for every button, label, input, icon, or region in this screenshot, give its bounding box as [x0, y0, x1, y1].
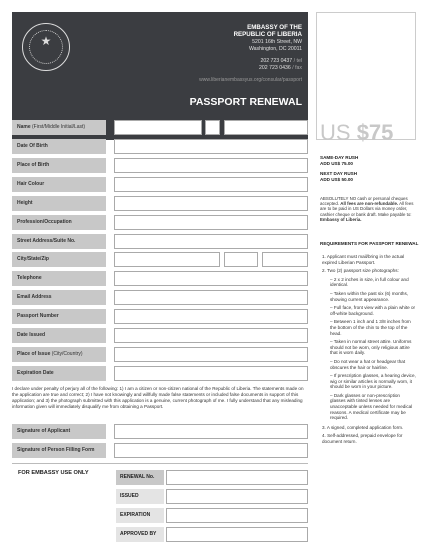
photo-requirement: – Do not wear a hat or headgear that obscures the hair or hairline. [330, 358, 406, 370]
tel-number: 202 723 0437 [260, 58, 293, 64]
field-label-place-of-issue: Place of Issue (City/Country) [12, 347, 106, 362]
requirement-item: 1. Applicant must mail/bring in the actual expired Liberian Passport. [322, 254, 405, 265]
requirements-title: REQUIREMENTS FOR PASSPORT RENEWAL [320, 241, 419, 246]
payment-note: ABSOLUTELY NO cash or personal cheques accepted. All fees are non-refundable. All fees are to be paid in US Dollars via money order, cashier cheque or bank draft. Make payable to: Embassy of Liberia. [320, 196, 414, 222]
field-label-height: Height [12, 196, 106, 211]
field-label-profession: Profession/Occupation [12, 215, 106, 230]
requirement-item: 2. Two (2) passport size photographs: [322, 268, 399, 274]
address-line2: Washington, DC 20011 [248, 46, 302, 52]
date-issued-input[interactable] [114, 328, 308, 343]
state-input[interactable] [224, 252, 258, 267]
field-label-email: Email Address [12, 290, 106, 305]
form-title: PASSPORT RENEWAL [189, 96, 302, 108]
field-label-dob: Date Of Birth [12, 139, 106, 154]
fee-amount: US $75 [320, 120, 394, 145]
passport-number-input[interactable] [114, 309, 308, 324]
photo-requirement: – Between 1 inch and 1 3/8 inches from the bottom of the chin to the top of the head. [330, 319, 411, 336]
middle-initial-input[interactable] [205, 120, 220, 135]
photo-requirement: – 2 x 2 inches in size, in full colour and identical. [330, 276, 409, 288]
fax-label: / fax [292, 65, 302, 71]
divider [12, 463, 308, 464]
issued-field[interactable] [166, 489, 308, 504]
hair-colour-input[interactable] [114, 177, 308, 192]
field-label-expiration-date: Expiration Date [12, 366, 106, 381]
field-label-city-state-zip: City/State/Zip [12, 252, 106, 267]
profession-input[interactable] [114, 215, 308, 230]
field-label-name: Name (First/Middle Initial/Last) [12, 120, 106, 135]
embassy-name-line1: EMBASSY OF THE [247, 24, 302, 31]
photo-requirement: – If prescription glasses, a hearing device, wig or similar articles is normally worn, it should be worn in your picture. [330, 373, 416, 390]
field-label-street-address: Street Address/Suite No. [12, 234, 106, 249]
field-label-hair-colour: Hair Colour [12, 177, 106, 192]
embassy-use-title: FOR EMBASSY USE ONLY [18, 470, 89, 476]
photo-requirement: – Taken within the past six (6) months, showing current appearance. [330, 290, 409, 302]
issued-label: ISSUED [116, 489, 164, 504]
photo-requirement: – Dark glasses or non-prescription glasses with tinted lenses are unacceptable unless needed for medical reasons. A medical certificate may be required. [330, 392, 413, 421]
photo-requirement: – Full face, front view with a plain white or off-white background. [330, 305, 416, 316]
first-name-input[interactable] [114, 120, 202, 135]
requirement-item: 3. A signed, completed application form. [322, 424, 404, 430]
renewal-no-label: RENEWAL No. [116, 470, 164, 485]
liberia-seal-icon: ★ [22, 23, 70, 71]
email-input[interactable] [114, 290, 308, 305]
declaration-text: I declare under penalty of perjury all of the following: 1) I am a citizen or non-citizen national of the Republic of Liberia. The statements made on the application are true and correct; 2) I have not knowingly and willfully made false statements or included false documents in support of this application; and 3) the photograph submitted with this application is a genuine, current photograph of me. I fully understand that any misleading information given will immediately disqualify me from obtaining a Passport. [12, 386, 304, 409]
city-input[interactable] [114, 252, 220, 267]
requirements-list [322, 254, 416, 445]
place-of-birth-input[interactable] [114, 158, 308, 173]
filler-signature-input[interactable] [114, 443, 308, 458]
embassy-url[interactable]: www.liberianembassyus.org/consular/passport [199, 77, 302, 83]
approved-by-field[interactable] [166, 527, 308, 542]
expiration-field[interactable] [166, 508, 308, 523]
field-label-filler-signature: Signature of Person Filling Form [12, 443, 106, 458]
field-label-applicant-signature: Signature of Applicant [12, 424, 106, 439]
zip-input[interactable] [262, 252, 308, 267]
field-label-passport-number: Passport Number [12, 309, 106, 324]
field-label-place-of-birth: Place of Birth [12, 158, 106, 173]
applicant-signature-input[interactable] [114, 424, 308, 439]
sameday-rush: SAME-DAY RUSH ADD US$ 75.00 [320, 155, 359, 166]
dob-input[interactable] [114, 139, 308, 154]
expiration-date-input[interactable] [114, 366, 308, 381]
tel-label: / tel [293, 58, 302, 64]
telephone-input[interactable] [114, 271, 308, 286]
fax-number: 202 723 0436 [259, 65, 291, 71]
embassy-name-line2: REPUBLIC OF LIBERIA [233, 31, 302, 38]
nextday-rush: NEXT DAY RUSH ADD US$ 50.00 [320, 171, 358, 182]
photo-requirement: – Taken in normal street attire. Uniforms should not be worn, only religious attire that is worn daily. [330, 339, 412, 356]
last-name-input[interactable] [224, 120, 308, 135]
street-address-input[interactable] [114, 234, 308, 249]
address-line1: 5201 16th Street, NW [252, 39, 302, 45]
height-input[interactable] [114, 196, 308, 211]
field-label-telephone: Telephone [12, 271, 106, 286]
field-label-date-issued: Date Issued [12, 328, 106, 343]
requirement-item: 4. Self-addressed, prepaid envelope for document return. [322, 433, 403, 445]
approved-by-label: APPROVED BY [116, 527, 164, 542]
expiration-label: EXPIRATION [116, 508, 164, 523]
place-of-issue-input[interactable] [114, 347, 308, 362]
renewal-no-field[interactable] [166, 470, 308, 485]
